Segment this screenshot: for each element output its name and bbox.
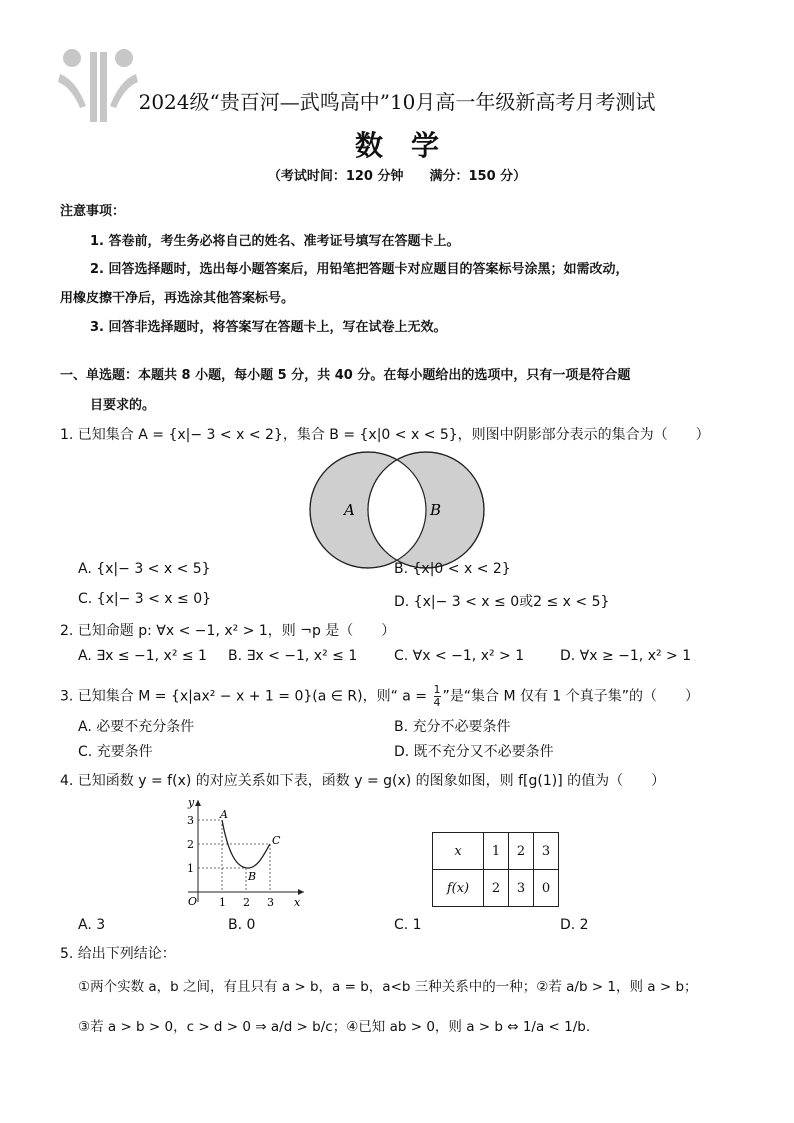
q1-option-d: D. {x|− 3 < x ≤ 0或2 ≤ x < 5} <box>394 594 610 610</box>
q3-option-b: B. 充分不必要条件 <box>394 719 511 735</box>
q3-option-d: D. 既不充分又不必要条件 <box>394 744 554 760</box>
note-item-1: 1. 答卷前，考生务必将自己的姓名、准考证号填写在答题卡上。 <box>90 234 460 249</box>
q3-frac-num: 1 <box>433 683 441 696</box>
subject-title: 数学 <box>354 129 467 162</box>
exam-info: （考试时间：120 分钟 满分：150 分） <box>267 169 527 184</box>
note-item-3: 3. 回答非选择题时，将答案写在答题卡上，写在试卷上无效。 <box>90 320 447 335</box>
q2-option-a: A. ∃x ≤ −1, x² ≤ 1 <box>78 648 207 664</box>
point-a-label: A <box>220 808 228 821</box>
q1-option-c: C. {x|− 3 < x ≤ 0} <box>78 591 212 607</box>
q5-stem: 5. 给出下列结论： <box>60 946 176 962</box>
table-cell: 1 <box>484 833 509 870</box>
q3-stem-pre: 3. 已知集合 M = {x|ax² − x + 1 = 0}(a ∈ R)，则“ a = <box>60 688 432 705</box>
q1-option-b: B. {x|0 < x < 2} <box>394 561 511 577</box>
q2-option-b: B. ∃x < −1, x² ≤ 1 <box>228 648 358 664</box>
section-heading-cont: 目要求的。 <box>90 398 156 413</box>
q3-option-a: A. 必要不充分条件 <box>78 719 195 735</box>
q3-stem-post: ”是“集合 M 仅有 1 个真子集”的（ ） <box>442 688 700 705</box>
origin-label: O <box>188 895 198 908</box>
g-function-graph <box>170 794 310 912</box>
x-tick-label: 2 <box>243 896 250 909</box>
note-item-2-cont: 用橡皮擦干净后，再选涂其他答案标号。 <box>60 291 295 306</box>
table-cell: 3 <box>534 833 559 870</box>
q4-option-a: A. 3 <box>78 917 106 933</box>
point-b-label: B <box>248 870 257 883</box>
x-tick-label: 1 <box>219 896 226 909</box>
q3-option-c: C. 充要条件 <box>78 744 153 760</box>
set-b-label: B <box>430 501 442 519</box>
y-tick-label: 2 <box>187 838 194 851</box>
q3-frac-den: 4 <box>433 696 441 709</box>
note-item-2: 2. 回答选择题时，选出每小题答案后，用铅笔把答题卡对应题目的答案标号涂黑；如需改动， <box>90 262 629 277</box>
q5-conclusion-1-2: ①两个实数 a，b 之间，有且只有 a > b，a = b，a<b 三种关系中的一种；②若 a/b > 1，则 a > b； <box>78 979 698 995</box>
q2-option-c: C. ∀x < −1, x² > 1 <box>394 648 525 664</box>
q4-stem: 4. 已知函数 y = f(x) 的对应关系如下表，函数 y = g(x) 的图象如图，则 f[g(1)] 的值为（ ） <box>60 773 666 789</box>
q4-option-d: D. 2 <box>560 917 589 933</box>
q5-conclusion-3-4: ③若 a > b > 0，c > d > 0 ⇒ a/d > b/c；④已知 ab > 0，则 a > b ⇔ 1/a < 1/b. <box>78 1019 591 1035</box>
q1-option-a: A. {x|− 3 < x < 5} <box>78 561 211 577</box>
q4-option-c: C. 1 <box>394 917 422 933</box>
table-cell: x <box>433 833 484 870</box>
x-axis-label: x <box>294 896 301 909</box>
y-axis-label: y <box>188 796 195 809</box>
table-row <box>433 833 559 870</box>
y-tick-label: 1 <box>187 862 194 875</box>
venn-diagram <box>306 448 488 572</box>
y-tick-label: 3 <box>187 814 194 827</box>
x-tick-label: 3 <box>267 896 274 909</box>
table-cell: 3 <box>509 870 534 907</box>
q2-stem: 2. 已知命题 p: ∀x < −1, x² > 1，则 ¬p 是（ ） <box>60 623 396 639</box>
exam-title: 2024级“贵百河—武鸣高中”10月高一年级新高考月考测试 <box>138 90 656 114</box>
table-row <box>433 870 559 907</box>
q4-option-b: B. 0 <box>228 917 256 933</box>
table-cell: 2 <box>509 833 534 870</box>
q2-option-d: D. ∀x ≥ −1, x² > 1 <box>560 648 692 664</box>
table-cell: 0 <box>534 870 559 907</box>
notes-heading: 注意事项： <box>60 204 126 219</box>
set-a-label: A <box>344 501 355 519</box>
f-value-table <box>432 832 559 907</box>
q1-stem: 1. 已知集合 A = {x|− 3 < x < 2}，集合 B = {x|0 < x < 5}，则图中阴影部分表示的集合为（ ） <box>60 427 710 443</box>
point-c-label: C <box>272 834 281 847</box>
table-cell: 2 <box>484 870 509 907</box>
section-heading: 一、单选题：本题共 8 小题，每小题 5 分，共 40 分。在每小题给出的选项中，只有一项是符合题 <box>60 368 631 383</box>
q3-stem <box>60 684 699 709</box>
table-cell: f(x) <box>433 870 484 907</box>
